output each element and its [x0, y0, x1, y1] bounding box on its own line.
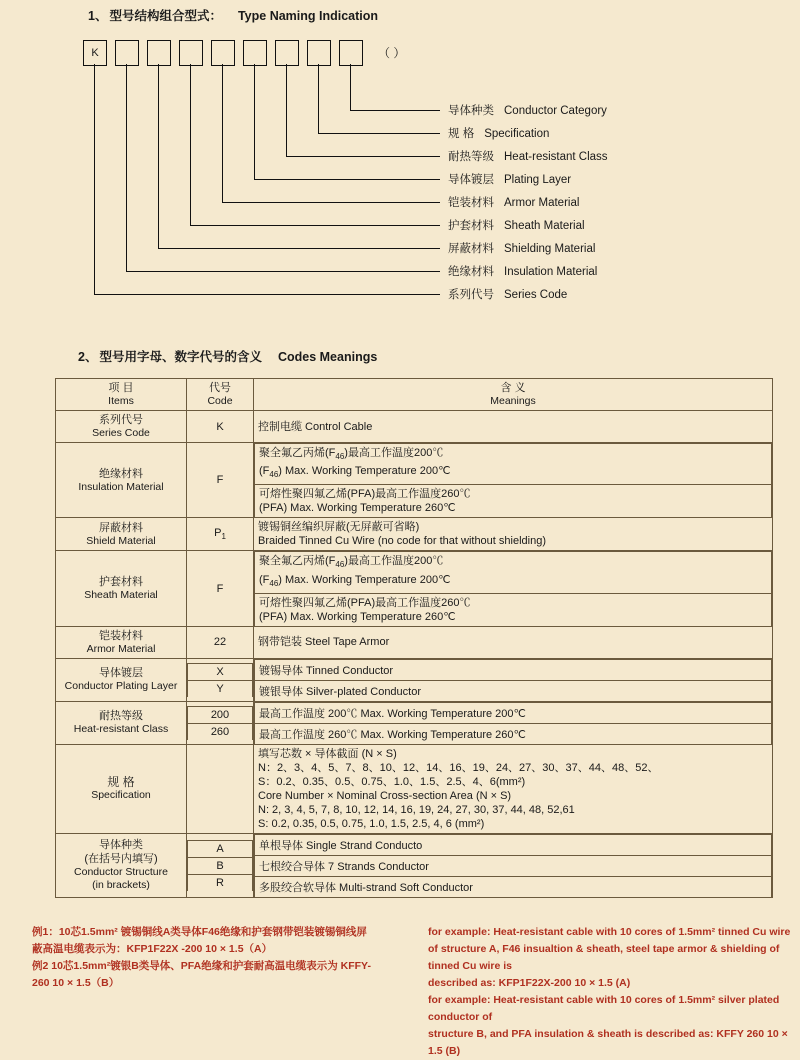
header-items: 项 目 Items	[56, 379, 187, 411]
row-code-shield-material: $P_1$	[187, 518, 254, 551]
table-row	[56, 551, 773, 626]
row-item-armor-material: 铠装材料 Armor Material	[56, 626, 187, 658]
leader-line-insulation-h	[126, 271, 440, 272]
row-code-plating-layer: X Y	[187, 658, 254, 701]
leader-line-sheath-v	[190, 64, 191, 225]
example-text-cn: 例1：10芯1.5mm² 镀锡铜线A类导体F46绝缘和护套钢带铠装镀锡铜线屏 蔽高温电缆表示为：KFP1F22X -200 10 × 1.5（A） 例2 10芯1.5mm²镀银B类导体、PFA绝缘和护套耐高温电缆表示为 KFFY- 260 10 × 1.5（B）	[32, 926, 371, 989]
row-code-insulation-material: F	[187, 443, 254, 518]
header-meanings: 含 义 Meanings	[254, 379, 773, 411]
row-item-plating-layer: 导体镀层 Conductor Plating Layer	[56, 658, 187, 701]
row-meaning-heat-resistant-class: 最高工作温度 200℃ Max. Working Temperature 200℃ 最高工作温度 260℃ Max. Working Temperature 260℃	[254, 701, 773, 744]
row-item-heat-resistant-class: 耐热等级 Heat-resistant Class	[56, 701, 187, 744]
row-meaning-insulation-material: 聚全氟乙丙烯$(F_{46})$最高工作温度200℃ $(F_{46})$ Max. Working Temperature 200℃ 可熔性聚四氟乙烯(PFA)最高工作温度260℃ (PFA) Max. Working Temperature 260℃	[254, 443, 773, 518]
table-header-row	[56, 379, 773, 411]
table-row	[56, 411, 773, 443]
table-row	[56, 701, 773, 744]
leader-line-heat-class-h	[286, 156, 440, 157]
section-2-number: 2、	[78, 350, 98, 364]
section-2-title-en: Codes Meanings	[277, 350, 378, 364]
leader-line-insulation-v	[126, 64, 127, 271]
leader-line-conductor-v	[350, 64, 351, 110]
leader-line-armor-v	[222, 64, 223, 202]
diagram-label-shielding-material: 屏蔽材料 Shielding Material	[448, 243, 596, 255]
code-box-insulation	[115, 40, 139, 66]
type-naming-diagram	[0, 28, 800, 328]
leader-line-plating-h	[254, 179, 440, 180]
diagram-label-plating-layer: 导体镀层 Plating Layer	[448, 174, 572, 186]
code-box-sheath	[179, 40, 203, 66]
row-item-series-code: 系列代号 Series Code	[56, 411, 187, 443]
header-code: 代号 Code	[187, 379, 254, 411]
leader-line-series-v	[94, 64, 95, 294]
leader-line-heat-class-v	[286, 64, 287, 156]
row-code-armor-material: 22	[187, 626, 254, 658]
table-row	[56, 833, 773, 897]
code-box-series	[83, 40, 107, 66]
section-2-title-cn: 型号用字母、数字代号的含义	[99, 350, 262, 364]
row-item-insulation-material: 绝缘材料 Insulation Material	[56, 443, 187, 518]
section-2-heading	[78, 347, 377, 365]
example-text-en: for example: Heat-resistant cable with 10 cores of 1.5mm² tinned Cu wire of structure A, F46 insualtion & sheath, steel tape armor & shielding of tinned Cu wire is described as: KFP1F22X-200 10 × 1.5 (A) for example: Heat-resistant cable with 10 cores of 1.5mm² silver plated conductor of structure B, and PFA insulation & sheath is described as: KFFY 260 10 × 1.5 (B)	[428, 926, 791, 1057]
table-row	[56, 518, 773, 551]
row-code-series-code: K	[187, 411, 254, 443]
leader-line-shielding-h	[158, 248, 440, 249]
table-row	[56, 744, 773, 833]
diagram-label-armor-material: 铠装材料 Armor Material	[448, 197, 580, 209]
code-box-heat-class	[275, 40, 299, 66]
diagram-label-conductor-category: 导体种类 Conductor Category	[448, 105, 607, 117]
code-box-armor	[211, 40, 235, 66]
row-item-shield-material: 屏蔽材料 Shield Material	[56, 518, 187, 551]
row-item-conductor-structure: 导体种类 (在括号内填写) Conductor Structure (in brackets)	[56, 833, 187, 897]
code-box-shield	[147, 40, 171, 66]
section-1-title-cn: 型号结构组合型式：	[109, 9, 222, 23]
leader-line-armor-h	[222, 202, 440, 203]
table-row	[56, 443, 773, 518]
leader-line-series-h	[94, 294, 440, 295]
row-meaning-conductor-structure: 单根导体 Single Strand Conducto 七根绞合导体 7 Strands Conductor 多股绞合软导体 Multi-strand Soft Conductor	[254, 833, 773, 897]
row-item-specification: 规 格 Specification	[56, 744, 187, 833]
code-box-plating	[243, 40, 267, 66]
section-1-number: 1、	[88, 9, 108, 23]
codes-table	[55, 378, 773, 898]
row-code-conductor-structure: A B R	[187, 833, 254, 897]
leader-line-specification-v	[318, 64, 319, 133]
conductor-bracket: （ ）	[378, 46, 406, 60]
table-row	[56, 626, 773, 658]
row-item-sheath-material: 护套材料 Sheath Material	[56, 551, 187, 626]
diagram-label-insulation-material: 绝缘材料 Insulation Material	[448, 266, 598, 278]
row-meaning-armor-material: 钢带铠装 Steel Tape Armor	[254, 626, 773, 658]
codes-table-wrap	[55, 378, 745, 898]
leader-line-specification-h	[318, 133, 440, 134]
leader-line-sheath-h	[190, 225, 440, 226]
section-1-title-en: Type Naming Indication	[237, 9, 379, 23]
leader-line-plating-v	[254, 64, 255, 179]
row-meaning-shield-material: 镀锡铜丝编织屏蔽(无屏蔽可省略) Braided Tinned Cu Wire (no code for that without shielding)	[254, 518, 773, 551]
section-1-heading	[88, 6, 378, 24]
code-box-specification	[307, 40, 331, 66]
row-code-sheath-material: F	[187, 551, 254, 626]
row-meaning-series-code: 控制电缆 Control Cable	[254, 411, 773, 443]
row-code-specification	[187, 744, 254, 833]
diagram-label-series-code: 系列代号 Series Code	[448, 289, 568, 301]
row-code-heat-resistant-class: 200 260	[187, 701, 254, 744]
code-box-conductor	[339, 40, 363, 66]
diagram-label-specification: 规 格 Specification	[448, 128, 550, 140]
diagram-label-sheath-material: 护套材料 Sheath Material	[448, 220, 585, 232]
row-meaning-plating-layer: 镀锡导体 Tinned Conductor 镀银导体 Silver-plated Conductor	[254, 658, 773, 701]
row-meaning-sheath-material: 聚全氟乙丙烯$(F_{46})$最高工作温度200℃ $(F_{46})$ Max. Working Temperature 200℃ 可熔性聚四氟乙烯(PFA)最高工作温度260℃ (PFA) Max. Working Temperature 260℃	[254, 551, 773, 626]
table-row	[56, 658, 773, 701]
leader-line-shielding-v	[158, 64, 159, 248]
leader-line-conductor-h	[350, 110, 440, 111]
row-meaning-specification: 填写芯数 × 导体截面 (N × S) N：2、3、4、5、7、8、10、12、14、16、19、24、27、30、37、44、48、52、 S：0.2、0.35、0.5、0.75、1.0、1.5、2.5、4、6(mm²) Core Number × Nominal Cross-section Area (N × S) N: 2, 3, 4, 5, 7, 8, 10, 12, 14, 16, 19, 24, 27, 30, 37, 44, 48, 52,61 S: 0.2, 0.35, 0.5, 0.75, 1.0, 1.5, 2.5, 4, 6 (mm²)	[254, 744, 773, 833]
code-box-series-label: K	[91, 47, 99, 59]
diagram-label-heat-resistant-class: 耐热等级 Heat-resistant Class	[448, 151, 608, 163]
